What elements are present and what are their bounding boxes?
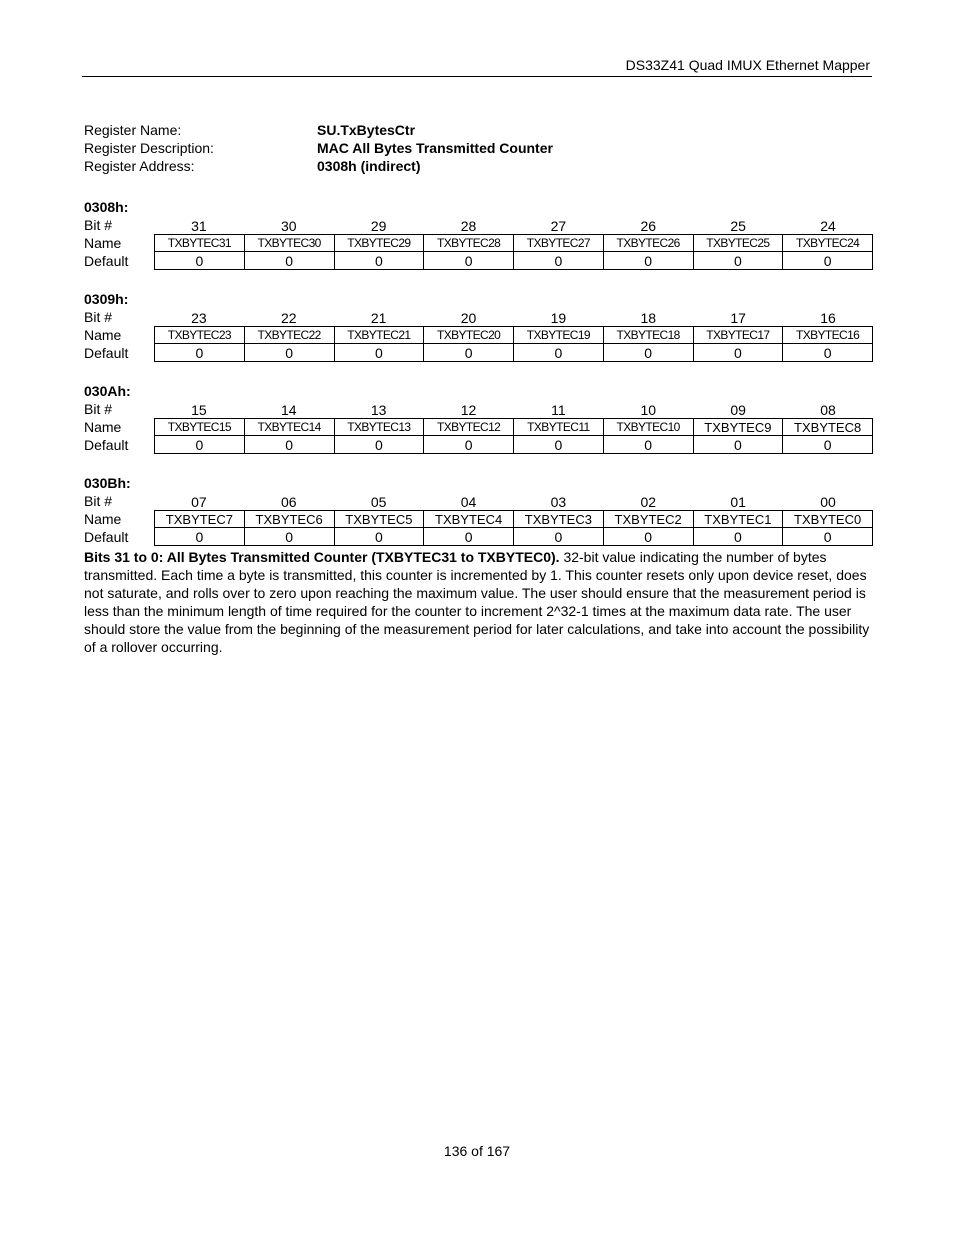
bit-name-cell: TXBYTEC21 <box>335 327 425 344</box>
bit-name-cell: TXBYTEC1 <box>694 511 784 528</box>
row-label: Bit # <box>84 401 113 417</box>
register-block-title: 0308h: <box>84 199 129 215</box>
bit-default-cell: 0 <box>694 436 784 454</box>
register-block <box>84 290 873 362</box>
bit-default-cell: 0 <box>335 252 425 270</box>
bit-name-cell: TXBYTEC2 <box>604 511 694 528</box>
row-label: Name <box>84 235 122 251</box>
register-name-row <box>84 121 553 139</box>
register-block-title: 030Ah: <box>84 383 131 399</box>
bit-name-row-cells <box>154 510 873 528</box>
register-address-label: Register Address: <box>84 158 195 174</box>
register-address-value: 0308h (indirect) <box>317 158 421 174</box>
row-label: Name <box>84 327 122 343</box>
bit-name-cell: TXBYTEC31 <box>155 235 245 252</box>
row-label: Bit # <box>84 493 113 509</box>
register-name-label: Register Name: <box>84 122 182 138</box>
bit-default-row-cells <box>154 344 873 362</box>
row-label: Default <box>84 529 129 545</box>
bit-number-row <box>84 492 873 510</box>
row-label: Default <box>84 345 129 361</box>
register-name-value: SU.TxBytesCtr <box>317 122 416 138</box>
bit-name-cell: TXBYTEC8 <box>783 419 873 436</box>
bit-number-cell: 05 <box>370 494 387 510</box>
register-description-row <box>84 139 553 157</box>
bit-default-row <box>84 528 873 546</box>
bit-number-cell: 19 <box>550 310 567 326</box>
bit-number-cell: 23 <box>191 310 207 326</box>
bit-name-cell: TXBYTEC26 <box>604 235 694 252</box>
row-label: Bit # <box>84 217 113 233</box>
bit-number-cell: 25 <box>730 218 746 234</box>
bit-default-cell: 0 <box>783 252 873 270</box>
bit-number-cell: 31 <box>191 218 207 234</box>
bit-default-cell: 0 <box>514 528 604 546</box>
bit-description <box>84 548 874 656</box>
bit-name-cell: TXBYTEC30 <box>245 235 335 252</box>
register-block <box>84 198 873 270</box>
bit-name-row <box>84 418 873 436</box>
bit-name-cell: TXBYTEC25 <box>694 235 784 252</box>
register-description-label: Register Description: <box>84 140 214 156</box>
bit-name-cell: TXBYTEC7 <box>155 511 245 528</box>
register-address-row <box>84 157 553 175</box>
bit-default-cell: 0 <box>604 252 694 270</box>
bit-name-cell: TXBYTEC16 <box>783 327 873 344</box>
bit-default-cell: 0 <box>783 436 873 454</box>
bit-number-cell: 30 <box>281 218 297 234</box>
bit-name-cell: TXBYTEC0 <box>783 511 873 528</box>
bit-number-row-cells <box>154 216 873 234</box>
bit-default-cell: 0 <box>245 528 335 546</box>
bit-number-cell: 15 <box>191 402 207 418</box>
bit-number-row-cells <box>154 492 873 510</box>
bit-default-cell: 0 <box>424 344 514 362</box>
bit-number-cell: 06 <box>281 494 297 510</box>
bit-description-heading: Bits 31 to 0: All Bytes Transmitted Counter (TXBYTEC31 to TXBYTEC0). <box>84 549 560 565</box>
bit-default-cell: 0 <box>604 344 694 362</box>
bit-number-cell: 12 <box>460 402 477 418</box>
bit-name-row <box>84 510 873 528</box>
bit-name-row <box>84 234 873 252</box>
bit-name-cell: TXBYTEC23 <box>155 327 245 344</box>
bit-default-row-cells <box>154 436 873 454</box>
bit-number-cell: 18 <box>640 310 657 326</box>
bit-default-cell: 0 <box>783 528 873 546</box>
bit-default-cell: 0 <box>335 528 425 546</box>
bit-name-row-cells <box>154 326 873 344</box>
bit-name-cell: TXBYTEC18 <box>604 327 694 344</box>
bit-default-cell: 0 <box>694 528 784 546</box>
bit-default-cell: 0 <box>604 528 694 546</box>
bit-name-row-cells <box>154 418 873 436</box>
bit-default-cell: 0 <box>155 528 245 546</box>
bit-default-cell: 0 <box>424 252 514 270</box>
bit-number-cell: 00 <box>820 494 836 510</box>
bit-number-row-cells <box>154 400 873 418</box>
bit-number-row <box>84 216 873 234</box>
bit-number-row <box>84 308 873 326</box>
bit-default-cell: 0 <box>424 528 514 546</box>
bit-name-cell: TXBYTEC10 <box>604 419 694 436</box>
bit-number-cell: 07 <box>191 494 207 510</box>
bit-number-cell: 16 <box>820 310 836 326</box>
row-label: Bit # <box>84 309 113 325</box>
bit-number-cell: 08 <box>820 402 836 418</box>
bit-default-cell: 0 <box>514 436 604 454</box>
page-number: 136 of 167 <box>443 1143 511 1159</box>
bit-name-cell: TXBYTEC11 <box>514 419 604 436</box>
bit-default-cell: 0 <box>155 436 245 454</box>
bit-number-cell: 20 <box>460 310 477 326</box>
bit-number-cell: 14 <box>281 402 297 418</box>
bit-default-cell: 0 <box>245 436 335 454</box>
bit-name-cell: TXBYTEC14 <box>245 419 335 436</box>
document-header-title: DS33Z41 Quad IMUX Ethernet Mapper <box>625 57 870 73</box>
bit-number-cell: 13 <box>370 402 387 418</box>
register-info <box>84 121 553 175</box>
bit-number-cell: 26 <box>640 218 657 234</box>
bit-number-row-cells <box>154 308 873 326</box>
row-label: Default <box>84 437 129 453</box>
register-block-title: 030Bh: <box>84 475 131 491</box>
row-label: Name <box>84 511 122 527</box>
bit-default-cell: 0 <box>245 252 335 270</box>
bit-default-row <box>84 344 873 362</box>
bit-number-cell: 09 <box>730 402 746 418</box>
bit-default-cell: 0 <box>694 344 784 362</box>
bit-number-cell: 24 <box>820 218 836 234</box>
bit-number-cell: 28 <box>460 218 477 234</box>
bit-default-cell: 0 <box>694 252 784 270</box>
bit-number-cell: 29 <box>370 218 387 234</box>
bit-name-cell: TXBYTEC20 <box>424 327 514 344</box>
bit-name-row <box>84 326 873 344</box>
bit-name-cell: TXBYTEC13 <box>335 419 425 436</box>
bit-name-cell: TXBYTEC29 <box>335 235 425 252</box>
bit-name-cell: TXBYTEC22 <box>245 327 335 344</box>
register-block <box>84 474 873 546</box>
bit-name-cell: TXBYTEC9 <box>694 419 784 436</box>
bit-name-cell: TXBYTEC28 <box>424 235 514 252</box>
bit-default-row-cells <box>154 528 873 546</box>
bit-name-cell: TXBYTEC24 <box>783 235 873 252</box>
bit-default-cell: 0 <box>245 344 335 362</box>
bit-name-cell: TXBYTEC3 <box>514 511 604 528</box>
bit-name-cell: TXBYTEC27 <box>514 235 604 252</box>
register-block-title: 0309h: <box>84 291 129 307</box>
bit-default-row <box>84 252 873 270</box>
bit-name-cell: TXBYTEC19 <box>514 327 604 344</box>
bit-number-cell: 04 <box>460 494 477 510</box>
bit-name-cell: TXBYTEC17 <box>694 327 784 344</box>
header-divider <box>82 76 872 77</box>
bit-name-row-cells <box>154 234 873 252</box>
row-label: Default <box>84 253 129 269</box>
bit-name-cell: TXBYTEC5 <box>335 511 425 528</box>
bit-default-cell: 0 <box>155 252 245 270</box>
bit-number-cell: 27 <box>550 218 567 234</box>
bit-name-cell: TXBYTEC15 <box>155 419 245 436</box>
bit-default-cell: 0 <box>424 436 514 454</box>
bit-default-cell: 0 <box>604 436 694 454</box>
bit-default-cell: 0 <box>514 252 604 270</box>
bit-number-cell: 03 <box>550 494 567 510</box>
bit-number-cell: 11 <box>551 402 566 418</box>
bit-default-cell: 0 <box>335 344 425 362</box>
bit-default-row-cells <box>154 252 873 270</box>
bit-number-cell: 01 <box>730 494 746 510</box>
bit-name-cell: TXBYTEC6 <box>245 511 335 528</box>
bit-number-cell: 21 <box>370 310 387 326</box>
bit-number-cell: 17 <box>730 310 746 326</box>
bit-number-row <box>84 400 873 418</box>
bit-default-cell: 0 <box>335 436 425 454</box>
bit-description-body: 32-bit value indicating the number of bytes transmitted. Each time a byte is transmitted, this counter is incremented by 1. This counter resets only upon device reset, does not saturate, and rolls over to zero upon reaching the maximum value. The user should ensure that the measurement period is less than the minimum length of time required for the counter to increment 2^32-1 times at the maximum data rate. The user should store the value from the beginning of the measurement period for later calculations, and take into account the possibility of a rollover occurring. <box>84 549 870 655</box>
register-block <box>84 382 873 454</box>
bit-default-cell: 0 <box>783 344 873 362</box>
bit-number-cell: 10 <box>640 402 657 418</box>
bit-name-cell: TXBYTEC12 <box>424 419 514 436</box>
bit-number-cell: 02 <box>640 494 657 510</box>
row-label: Name <box>84 419 122 435</box>
bit-default-row <box>84 436 873 454</box>
register-description-value: MAC All Bytes Transmitted Counter <box>317 140 553 156</box>
bit-default-cell: 0 <box>514 344 604 362</box>
bit-name-cell: TXBYTEC4 <box>424 511 514 528</box>
bit-default-cell: 0 <box>155 344 245 362</box>
bit-number-cell: 22 <box>281 310 297 326</box>
